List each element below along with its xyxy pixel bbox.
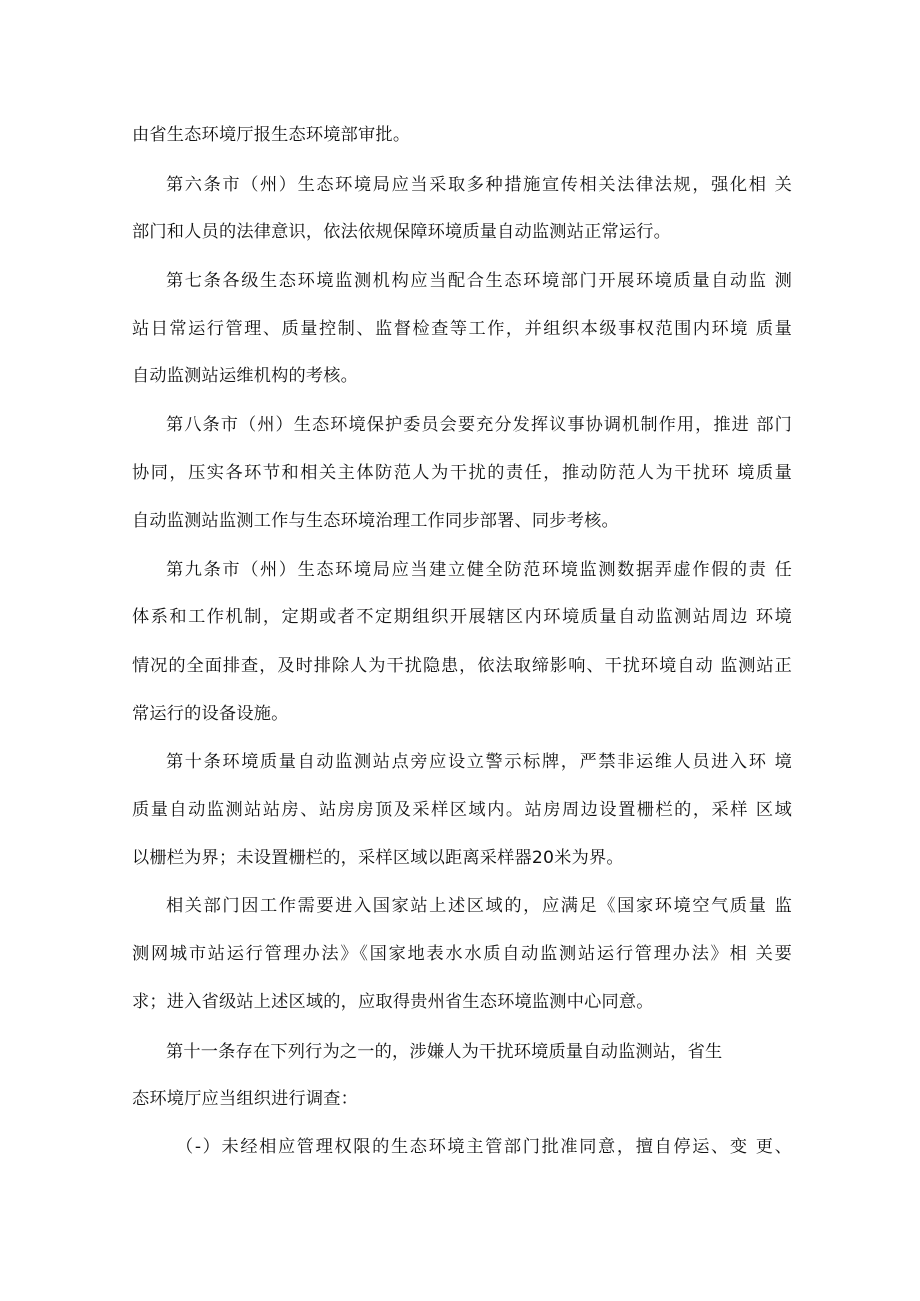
text-line: 常运行的设备设施。 [132,704,289,724]
text-line: 第八条市（州）生态环境保护委员会要充分发挥议事协调机制作用，推进 部门 [166,415,792,435]
text-line: 第七条各级生态环境监测机构应当配合生态环境部门开展环境质量自动监 测 [166,271,792,291]
text-line: 第六条市（州）生态环境局应当采取多种措施宣传相关法律法规，强化相 关 [166,175,792,195]
text-line: 态环境厅应当组织进行调查： [132,1089,359,1109]
text-line: 第十一条存在下列行为之一的，涉嫌人为干扰环境质量自动监测站，省生 [166,1042,723,1062]
text-line: 第九条市（州）生态环境局应当建立健全防范环境监测数据弄虚作假的责 任 [166,560,792,580]
text-line: 情况的全面排查，及时排除人为干扰隐患，依法取缔影响、干扰环境自动 监测站正 [132,656,792,676]
text-line: 测网城市站运行管理办法》《国家地表水水质自动监测站运行管理办法》相 关要 [132,944,792,964]
text-line: 由省生态环境厅报生态环境部审批。 [132,125,411,145]
list-item-line: （-）未经相应管理权限的生态环境主管部门批准同意，擅自停运、变 更、 [176,1137,792,1157]
text-line: 体系和工作机制，定期或者不定期组织开展辖区内环境质量自动监测站周边 环境 [132,607,792,627]
text-line: 求；进入省级站上述区域的，应取得贵州省生态环境监测中心同意。 [132,992,654,1012]
text-line: 第十条环境质量自动监测站点旁应设立警示标牌，严禁非运维人员进入环 境 [166,752,792,772]
text-line: 以栅栏为界；未设置栅栏的，采样区域以距离采样器20米为界。 [132,848,624,868]
text-line: 质量自动监测站站房、站房房顶及采样区域内。站房周边设置栅栏的，采样 区域 [132,800,792,820]
text-line: 部门和人员的法律意识，依法依规保障环境质量自动监测站正常运行。 [132,222,672,242]
text-line: 相关部门因工作需要进入国家站上述区域的，应满足《国家环境空气质量 监 [166,896,792,916]
text-line: 站日常运行管理、质量控制、监督检查等工作，并组织本级事权范围内环境 质量 [132,319,792,339]
text-line: 自动监测站监测工作与生态环境治理工作同步部署、同步考核。 [132,511,619,531]
text-line: 自动监测站运维机构的考核。 [132,366,359,386]
text-line: 协同，压实各环节和相关主体防范人为干扰的责任，推动防范人为干扰环 境质量 [132,463,792,483]
